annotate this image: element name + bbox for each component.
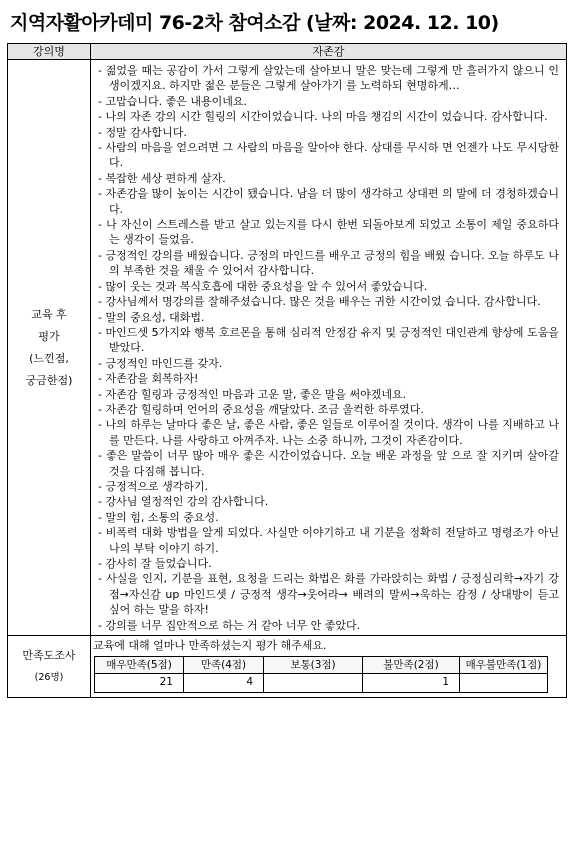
satisfaction-question: 교육에 대해 얼마나 만족하셨는지 평가 해주세요. [93, 639, 327, 653]
satisfaction-table [94, 656, 548, 693]
header-self-esteem: 자존감 [91, 44, 567, 60]
feedback-item: - 감사히 잘 들었습니다. [98, 556, 559, 571]
feedback-item: - 말의 힘, 소통의 중요성. [98, 510, 559, 525]
page-title: 지역자활아카데미 76-2차 참여소감 (날짜: 2024. 12. 10) [10, 12, 499, 34]
satisfaction-column-header: 매우만족(5점) [95, 657, 184, 674]
satisfaction-column-header: 매우불만족(1점) [460, 657, 548, 674]
header-course: 강의명 [8, 44, 91, 60]
satisfaction-value: 4 [184, 674, 264, 693]
satisfaction-value [460, 674, 548, 693]
satisfaction-value: 21 [95, 674, 184, 693]
feedback-item: - 자존감 힐링하며 언어의 중요성을 깨달았다. 조금 울컥한 하루였다. [98, 402, 559, 417]
satisfaction-cell [91, 636, 567, 698]
feedback-list [91, 60, 566, 635]
feedback-item: - 나의 자존 강의 시간 힐링의 시간이었습니다. 나의 마음 챙김의 시간이 었습니다. 감사합니다. [98, 109, 559, 124]
satisfaction-value [264, 674, 363, 693]
feedback-item: - 정말 감사합니다. [98, 125, 559, 140]
feedback-item: - 많이 웃는 것과 복식호흡에 대한 중요성을 알 수 있어서 좋았습니다. [98, 279, 559, 294]
evaluation-label-line: 평가 [38, 329, 60, 343]
feedback-item: - 강의를 너무 집안적으로 하는 거 같아 너무 안 좋았다. [98, 618, 559, 633]
feedback-item: - 긍정적인 강의를 배웠습니다. 긍정의 마인드를 배우고 긍정의 힘을 배웠 습니다. 오늘 하루도 나의 부족한 것을 채울 수 있어서 감사합니다. [98, 248, 559, 279]
evaluation-label-line: 궁금한점) [25, 373, 73, 387]
satisfaction-label-text: 만족도조사 [22, 648, 76, 662]
evaluation-label [8, 60, 91, 636]
feedback-item: - 자존감을 많이 높이는 시간이 됐습니다. 남을 더 많이 생각하고 상대편 의 말에 더 경청하겠습니다. [98, 186, 559, 217]
feedback-item: - 젊었을 때는 공감이 가서 그렇게 살았는데 살아보니 말은 맞는데 그렇게 만 흘러가지 않으니 인생이겠지요. 하지만 젊은 분들은 그렇게 살아가기 를 노력하되 현명하게… [98, 63, 559, 94]
feedback-item: - 사실을 인지, 기분을 표현, 요청을 드리는 화법은 화를 가라앉히는 화법 / 긍정심리학→자기 강점→자신감 up 마인드셋 / 긍정적 생각→웃어라→ 배려의 말씨→욱하는 감정 / 상대방이 듣고 싶어 하는 말을 하자! [98, 571, 559, 617]
feedback-item: - 나 자신이 스트레스를 받고 살고 있는지를 다시 한번 되돌아보게 되었고 소통이 제일 중요하다는 생각이 들었음. [98, 217, 559, 248]
feedback-item: - 나의 하루는 날마다 좋은 날, 좋은 사람, 좋은 일들로 이루어질 것이다. 생각이 나를 지배하고 나를 만든다. 나를 사랑하고 아껴주자. 나는 소중 하니까, 그것이 자존감이다. [98, 417, 559, 448]
feedback-item: - 긍정적인 마인드를 갖자. [98, 356, 559, 371]
feedback-item: - 긍정적으로 생각하기. [98, 479, 559, 494]
feedback-cell [91, 60, 567, 636]
feedback-item: - 사람의 마음을 얻으려면 그 사람의 마음을 알아야 한다. 상대를 무시하 면 언젠가 나도 무시당한다. [98, 140, 559, 171]
evaluation-label-line: (느낀점, [29, 351, 69, 365]
feedback-item: - 비폭력 대화 방법을 알게 되었다. 사실만 이야기하고 내 기분을 정확히 전달하고 명령조가 아닌 나의 부탁 이야기 하기. [98, 525, 559, 556]
satisfaction-column-header: 보통(3점) [264, 657, 363, 674]
satisfaction-column-header: 만족(4점) [184, 657, 264, 674]
feedback-item: - 자존감을 회복하자! [98, 371, 559, 386]
satisfaction-label [8, 636, 91, 698]
feedback-item: - 좋은 말씀이 너무 많아 매우 좋은 시간이었습니다. 오늘 배운 과정을 앞 으로 잘 지키며 살아갈 것을 다짐해 봅니다. [98, 448, 559, 479]
feedback-item: - 자존감 힐링과 긍정적인 마음과 고운 말, 좋은 말을 써야겠네요. [98, 387, 559, 402]
satisfaction-column-header: 불만족(2점) [363, 657, 460, 674]
feedback-item: - 강사님께서 명강의를 잘해주셨습니다. 많은 것을 배우는 귀한 시간이었 습니다. 감사합니다. [98, 294, 559, 309]
feedback-item: - 말의 중요성, 대화법. [98, 310, 559, 325]
feedback-item: - 강사님 열정적인 강의 감사합니다. [98, 494, 559, 509]
feedback-item: - 고맙습니다. 좋은 내용이네요. [98, 94, 559, 109]
evaluation-label-line: 교육 후 [31, 307, 67, 321]
satisfaction-value: 1 [363, 674, 460, 693]
feedback-item: - 복잡한 세상 편하게 살자. [98, 171, 559, 186]
feedback-item: - 마인드셋 5가지와 행복 호르몬을 통해 심리적 안정감 유지 및 긍정적인 대인관계 향상에 도움을 받았다. [98, 325, 559, 356]
respondent-count: (26명) [34, 671, 64, 683]
feedback-table [7, 43, 567, 698]
